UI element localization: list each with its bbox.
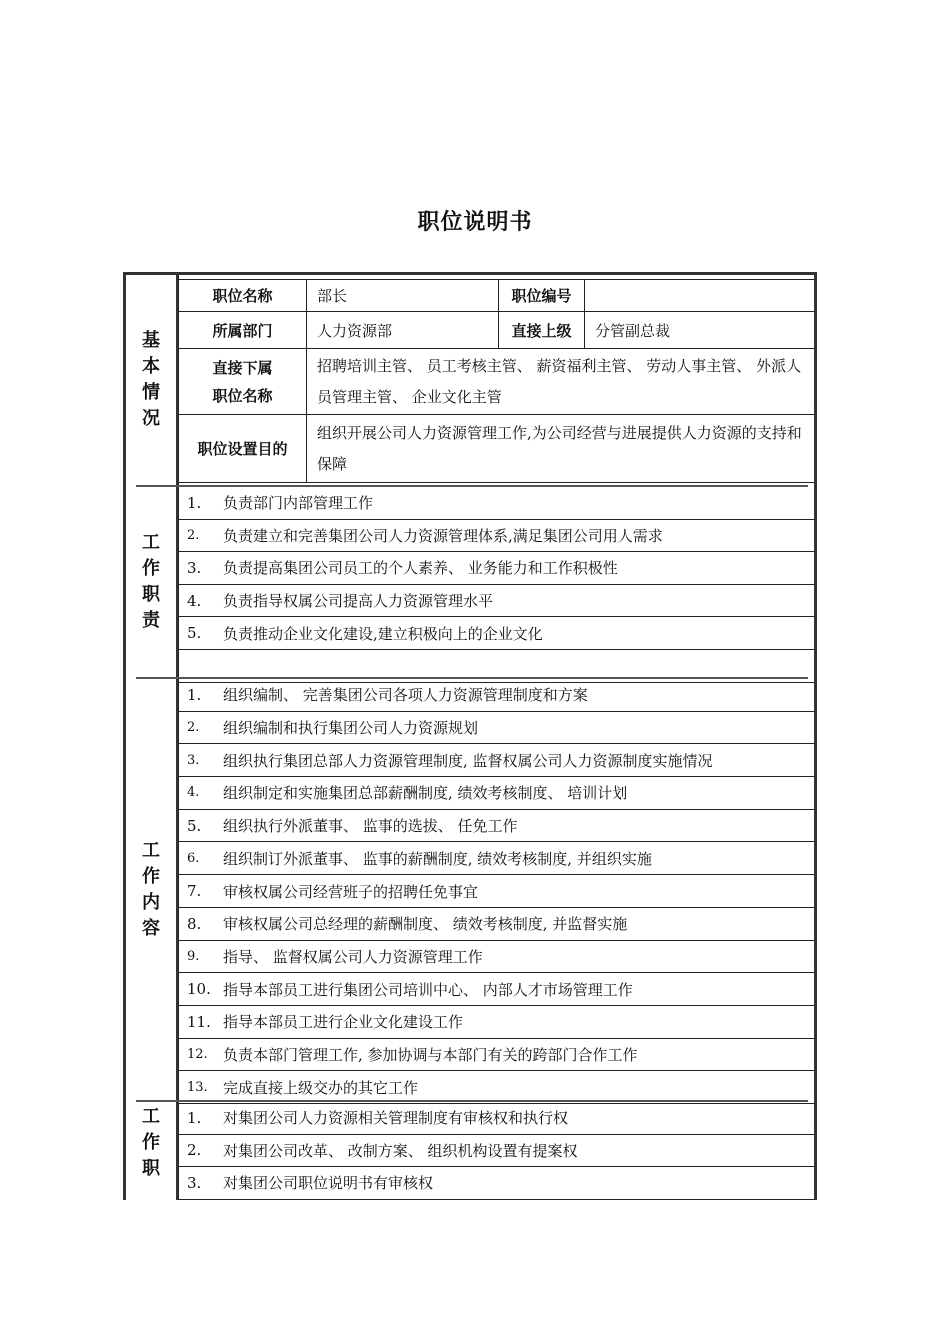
item-number: 2. [187,527,200,543]
position-name-value: 部长 [307,280,499,311]
item-text: 审核权属公司总经理的薪酬制度、 绩效考核制度, 并监督实施 [223,915,628,934]
authority-section [126,1102,814,1200]
item-text: 组织制订外派董事、 监事的薪酬制度, 绩效考核制度, 并组织实施 [223,849,652,868]
item-number: 1. [187,493,202,512]
item-text: 组织执行外派董事、 监事的选拔、 任免工作 [223,817,518,836]
content-section [126,679,814,1100]
item-text: 负责提高集团公司员工的个人素养、 业务能力和工作积极性 [223,559,618,578]
item-text: 对集团公司人力资源相关管理制度有审核权和执行权 [223,1109,569,1128]
list-item [179,973,814,1006]
list-item [179,843,814,876]
item-text: 负责部门内部管理工作 [223,494,374,513]
superior-label: 直接上级 [499,312,585,348]
item-number: 13. [187,1079,208,1095]
list-item [179,552,814,585]
item-number: 5. [187,816,202,835]
row-purpose [179,415,814,483]
item-number: 4. [187,785,200,801]
item-number: 10. [187,980,211,999]
item-text: 指导本部员工进行企业文化建设工作 [223,1013,464,1032]
item-number: 2. [187,1141,202,1160]
list-item [179,777,814,810]
list-item [179,908,814,941]
department-label: 所属部门 [179,312,307,348]
subordinates-value: 招聘培训主管、 员工考核主管、 薪资福利主管、 劳动人事主管、 外派人员管理主管、 企业文化主管 [317,356,802,406]
item-number: 3. [187,558,202,577]
row-position-name [179,279,814,312]
item-number: 11. [187,1012,211,1031]
list-item [179,875,814,908]
item-text: 完成直接上级交办的其它工作 [223,1078,419,1097]
list-item [179,520,814,553]
item-number: 4. [187,591,202,610]
superior-value: 分管副总裁 [595,321,671,340]
item-text: 对集团公司改革、 改制方案、 组织机构设置有提案权 [223,1141,578,1160]
purpose-label: 职位设置目的 [179,415,307,482]
item-number: 3. [187,1173,202,1192]
list-item [179,1167,814,1200]
list-item [179,810,814,843]
duties-section [126,487,814,677]
item-text: 组织编制、 完善集团公司各项人力资源管理制度和方案 [223,686,588,705]
position-code-label: 职位编号 [499,280,585,311]
purpose-value: 组织开展公司人力资源管理工作,为公司经营与进展提供人力资源的支持和保障 [317,423,802,473]
item-number: 6. [187,850,200,866]
department-value: 人力资源部 [307,312,499,348]
item-number: 5. [187,624,202,643]
content-label: 工作内容 [126,679,178,1100]
list-item [179,1006,814,1039]
item-number: 2. [187,720,200,736]
item-text: 对集团公司职位说明书有审核权 [223,1174,434,1193]
item-number: 1. [187,685,202,704]
list-item [179,712,814,745]
item-number: 12. [187,1047,208,1063]
list-item [179,744,814,777]
list-item [179,487,814,520]
item-text: 组织执行集团总部人力资源管理制度, 监督权属公司人力资源制度实施情况 [223,751,713,770]
row-subordinates [179,349,814,415]
item-text: 审核权属公司经营班子的招聘任免事宜 [223,882,479,901]
page-title: 职位说明书 [417,210,533,235]
item-number: 9. [187,948,200,964]
position-name-label: 职位名称 [179,280,307,311]
item-number: 8. [187,914,202,933]
item-text: 负责建立和完善集团公司人力资源管理体系,满足集团公司用人需求 [223,526,663,545]
item-text: 组织编制和执行集团公司人力资源规划 [223,719,479,738]
list-item [179,679,814,712]
basic-info-section [126,275,814,485]
item-text: 指导本部员工进行集团公司培训中心、 内部人才市场管理工作 [223,980,633,999]
item-number: 3. [187,752,200,768]
item-text: 指导、 监督权属公司人力资源管理工作 [223,947,483,966]
list-item [179,1039,814,1072]
list-item [179,1135,814,1168]
position-code-value [585,280,814,311]
list-item [179,1102,814,1135]
subordinates-label: 直接下属 职位名称 [179,349,307,414]
list-item [179,585,814,618]
list-item [179,617,814,650]
item-text: 负责指导权属公司提高人力资源管理水平 [223,592,494,611]
basic-info-label: 基本情况 [126,275,178,485]
item-text: 负责本部门管理工作, 参加协调与本部门有关的跨部门合作工作 [223,1046,638,1065]
duties-label: 工作职责 [126,487,178,677]
authority-label: 工作职 [126,1102,178,1200]
item-number: 7. [187,882,202,901]
item-number: 1. [187,1108,202,1127]
row-department [179,312,814,349]
list-item [179,941,814,974]
item-text: 组织制定和实施集团总部薪酬制度, 绩效考核制度、 培训计划 [223,784,628,803]
item-text: 负责推动企业文化建设,建立积极向上的企业文化 [223,624,543,643]
